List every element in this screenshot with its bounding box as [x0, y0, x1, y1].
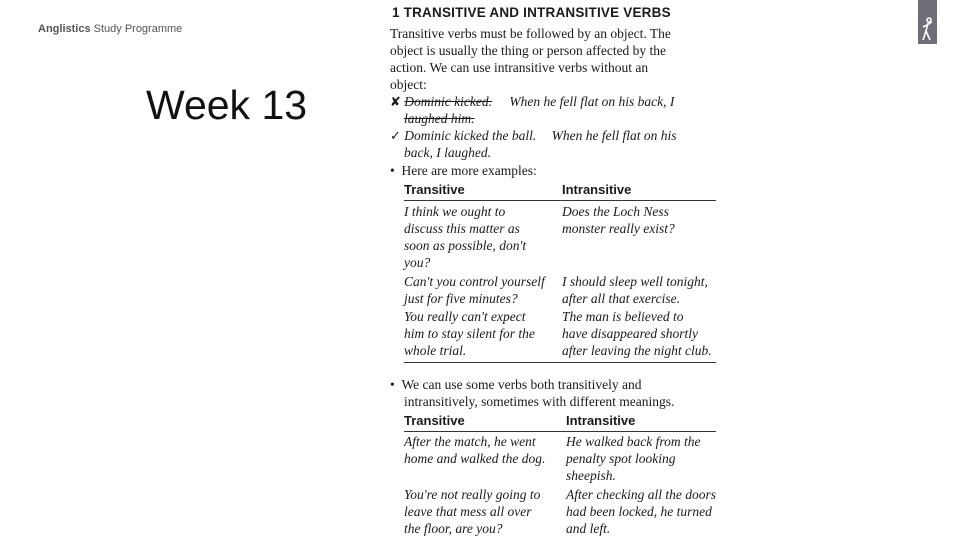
bullet-1: • Here are more examples:	[390, 163, 537, 178]
table1-header-intransitive: Intransitive	[562, 182, 632, 197]
table1-left-line: I think we ought to	[404, 204, 506, 219]
table2-right-line: and left.	[566, 521, 611, 536]
intro-line: object:	[390, 77, 427, 92]
wrong-example-b: When he fell flat on his back, I	[509, 94, 675, 109]
section-heading: 1 TRANSITIVE AND INTRANSITIVE VERBS	[392, 5, 671, 20]
bullet-2-text-a: We can use some verbs both transitively and	[401, 377, 642, 392]
wrong-example-a: Dominic kicked.	[404, 94, 492, 109]
table1-right-line: after leaving the night club.	[562, 343, 712, 358]
table2-left-line: home and walked the dog.	[404, 451, 546, 466]
programme-suffix: Study Programme	[90, 23, 183, 35]
bullet-2: • We can use some verbs both transitively and	[390, 377, 642, 392]
table1-left-line: discuss this matter as	[404, 221, 520, 236]
wrong-example-c: laughed him.	[404, 111, 475, 126]
university-logo	[918, 0, 937, 44]
table2-header-intransitive: Intransitive	[566, 413, 636, 428]
table1-rule	[404, 200, 716, 201]
table1-left-line: whole trial.	[404, 343, 467, 358]
table2-right-line: had been locked, he turned	[566, 504, 712, 519]
table1-right-line: monster really exist?	[562, 221, 675, 236]
right-example-a: Dominic kicked the ball.	[404, 128, 537, 143]
table2-left-line: After the match, he went	[404, 434, 536, 449]
table2-rule	[404, 431, 716, 432]
table1-right-line: have disappeared shortly	[562, 326, 698, 341]
table2-right-line: penalty spot looking	[566, 451, 676, 466]
table2-right-line: He walked back from the	[566, 434, 701, 449]
table2-header-transitive: Transitive	[404, 413, 465, 428]
table1-right-line: Does the Loch Ness	[562, 204, 669, 219]
table1-left-line: you?	[404, 255, 431, 270]
table1-left-line: him to stay silent for the	[404, 326, 535, 341]
intro-line: Transitive verbs must be followed by an object. The	[390, 26, 671, 41]
table2-right-line: After checking all the doors	[566, 487, 716, 502]
table2-left-line: the floor, are you?	[404, 521, 503, 536]
table2-left-line: leave that mess all over	[404, 504, 532, 519]
table1-header-transitive: Transitive	[404, 182, 465, 197]
bullet-1-text: Here are more examples:	[401, 163, 537, 178]
textbook-page	[386, 2, 726, 542]
table2-right-line: sheepish.	[566, 468, 616, 483]
intro-line: object is usually the thing or person affected by the	[390, 43, 667, 58]
table1-right-line: after all that exercise.	[562, 291, 680, 306]
table1-left-line: soon as possible, don't	[404, 238, 527, 253]
cross-icon: ✘	[390, 95, 401, 110]
right-example	[390, 128, 676, 144]
table1-left-line: Can't you control yourself	[404, 274, 545, 289]
programme-title	[38, 23, 182, 35]
intro-line: action. We can use intransitive verbs without an	[390, 60, 649, 75]
check-icon: ✓	[390, 129, 401, 144]
table1-right-line: I should sleep well tonight,	[562, 274, 708, 289]
table1-left-line: just for five minutes?	[404, 291, 518, 306]
table1-bottom-rule	[404, 362, 716, 363]
table1-left-line: You really can't expect	[404, 309, 526, 324]
table2-left-line: You're not really going to	[404, 487, 541, 502]
right-example-b: When he fell flat on his	[551, 128, 677, 143]
bullet-2-text-b: intransitively, sometimes with different meanings.	[404, 394, 675, 409]
right-example-c: back, I laughed.	[404, 145, 491, 160]
wrong-example	[390, 94, 674, 110]
week-title: Week 13	[146, 82, 308, 128]
figure-icon	[918, 0, 937, 44]
table1-right-line: The man is believed to	[562, 309, 684, 324]
programme-name: Anglistics	[38, 23, 91, 35]
